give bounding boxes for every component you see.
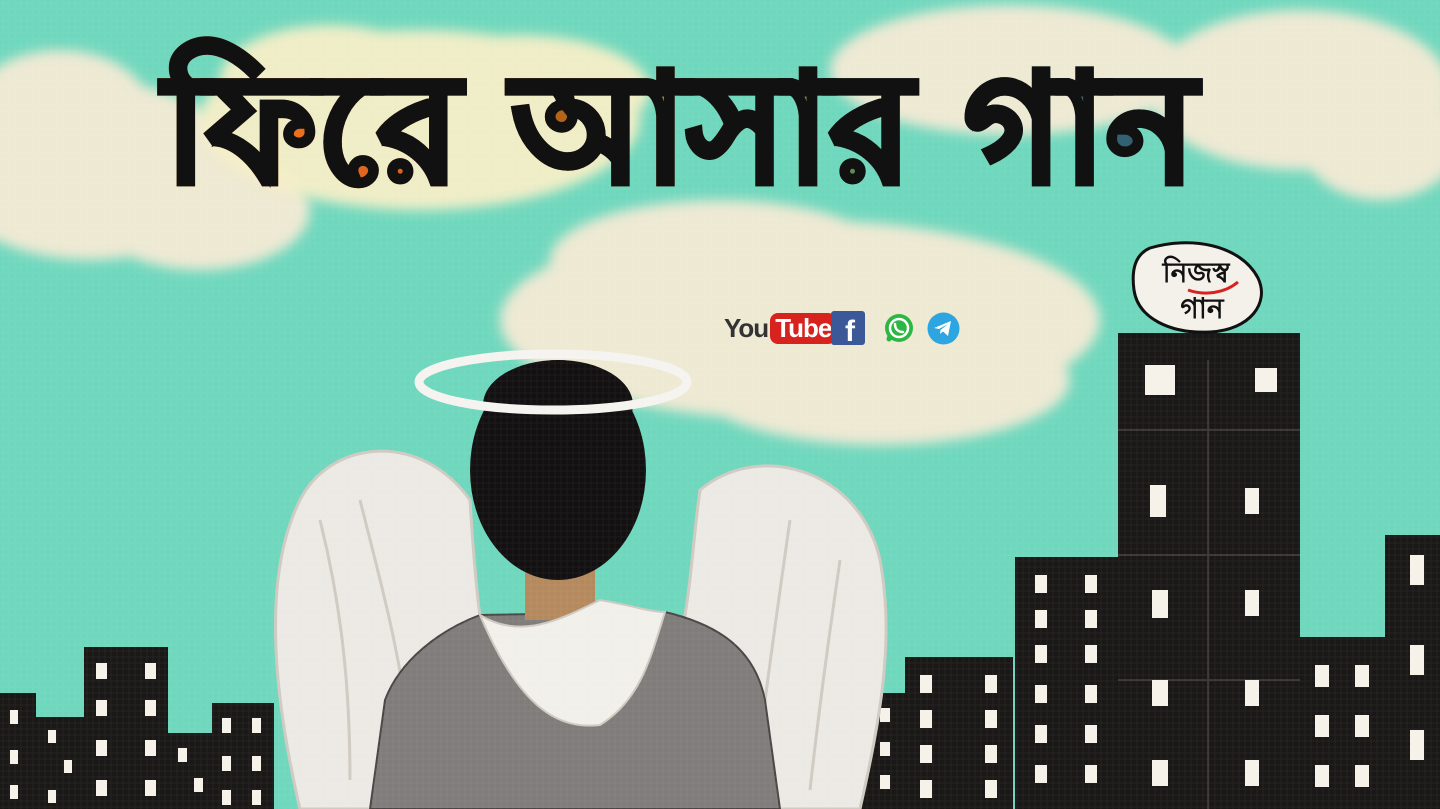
telegram-icon[interactable] bbox=[927, 308, 960, 348]
youtube-you-text: You bbox=[724, 312, 769, 343]
telegram-glyph bbox=[927, 312, 960, 345]
logo-text-bottom: গান bbox=[1180, 292, 1224, 325]
facebook-glyph bbox=[831, 311, 865, 345]
logo-text-top: নিজস্ব bbox=[1162, 256, 1230, 289]
facebook-icon[interactable] bbox=[831, 308, 865, 348]
svg-text:f: f bbox=[845, 315, 855, 345]
whatsapp-glyph bbox=[883, 312, 915, 344]
song-title: ফিরে আসার গান bbox=[100, 30, 1260, 230]
youtube-icon[interactable] bbox=[724, 308, 836, 348]
youtube-tube-text: Tube bbox=[770, 313, 836, 344]
whatsapp-icon[interactable] bbox=[883, 308, 915, 348]
nijosso-gaan-logo bbox=[1130, 238, 1266, 334]
